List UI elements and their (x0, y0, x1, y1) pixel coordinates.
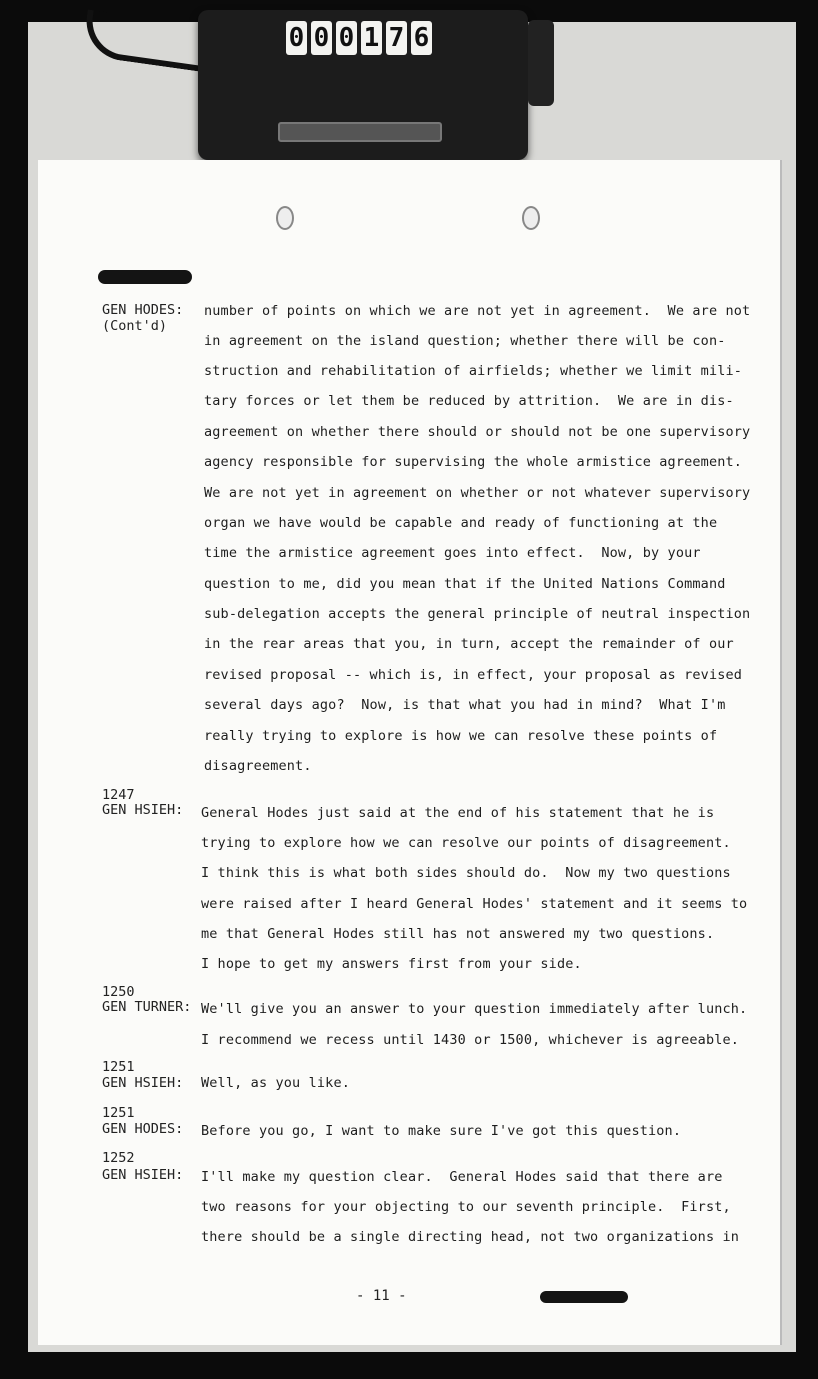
document-page (38, 160, 780, 1345)
transcript-line: We'll give you an answer to your question immediately after lunch. (201, 1001, 748, 1017)
punch-hole-right (522, 206, 540, 230)
transcript-line: General Hodes just said at the end of his statement that he is (201, 805, 715, 821)
transcript-line: there should be a single directing head, not two organizations in (201, 1229, 740, 1245)
counter-digit: 0 (311, 21, 332, 55)
transcript-line: Before you go, I want to make sure I've got this question. (201, 1123, 682, 1139)
transcript-line: I think this is what both sides should do. Now my two questions (201, 865, 731, 881)
transcript-line: were raised after I heard General Hodes' statement and it seems to (201, 896, 748, 912)
timestamp: 1252 (102, 1150, 135, 1166)
transcript-line: number of points on which we are not yet in agreement. We are not (204, 303, 751, 319)
timestamp: 1251 (102, 1059, 135, 1075)
counter-slot (278, 122, 442, 142)
speaker-continued-label: (Cont'd) (102, 318, 168, 334)
page-number: - 11 - (356, 1288, 407, 1304)
speaker-label: GEN HODES: (102, 302, 184, 318)
counter-digit: 0 (336, 21, 357, 55)
transcript-line: agency responsible for supervising the whole armistice agreement. (204, 454, 743, 470)
transcript-line: several days ago? Now, is that what you had in mind? What I'm (204, 697, 726, 713)
counter-digit: 7 (386, 21, 407, 55)
speaker-label: GEN HSIEH: (102, 1167, 184, 1183)
transcript-line: tary forces or let them be reduced by attrition. We are in dis- (204, 393, 734, 409)
transcript-line: revised proposal -- which is, in effect, your proposal as revised (204, 667, 743, 683)
timestamp: 1250 (102, 984, 135, 1000)
speaker-label: GEN HODES: (102, 1121, 184, 1137)
transcript-line: question to me, did you mean that if the United Nations Command (204, 576, 726, 592)
transcript-line: I'll make my question clear. General Hodes said that there are (201, 1169, 723, 1185)
transcript-line: two reasons for your objecting to our seventh principle. First, (201, 1199, 731, 1215)
redaction-mark-bottom (540, 1291, 628, 1303)
transcript-line: me that General Hodes still has not answered my two questions. (201, 926, 715, 942)
frame-counter (198, 10, 528, 160)
transcript-line: I recommend we recess until 1430 or 1500, whichever is agreeable. (201, 1032, 740, 1048)
transcript-line: I hope to get my answers first from your side. (201, 956, 582, 972)
transcript-line: Well, as you like. (201, 1075, 350, 1091)
transcript-line: agreement on whether there should or should not be one supervisory (204, 424, 751, 440)
counter-digit: 6 (411, 21, 432, 55)
transcript-line: struction and rehabilitation of airfields; whether we limit mili- (204, 363, 743, 379)
transcript-line: organ we have would be capable and ready of functioning at the (204, 515, 718, 531)
transcript-line: in the rear areas that you, in turn, accept the remainder of our (204, 636, 734, 652)
counter-digit: 1 (361, 21, 382, 55)
transcript-line: in agreement on the island question; whether there will be con- (204, 333, 726, 349)
punch-hole-left (276, 206, 294, 230)
transcript-line: time the armistice agreement goes into effect. Now, by your (204, 545, 701, 561)
counter-digit: 0 (286, 21, 307, 55)
speaker-label: GEN HSIEH: (102, 802, 184, 818)
transcript-line: We are not yet in agreement on whether or not whatever supervisory (204, 485, 751, 501)
transcript-line: really trying to explore is how we can resolve these points of (204, 728, 718, 744)
transcript-line: sub-delegation accepts the general principle of neutral inspection (204, 606, 751, 622)
timestamp: 1251 (102, 1105, 135, 1121)
transcript-line: disagreement. (204, 758, 312, 774)
counter-knob (528, 20, 554, 106)
redaction-mark-top (98, 270, 192, 284)
timestamp: 1247 (102, 787, 135, 803)
speaker-label: GEN TURNER: (102, 999, 192, 1015)
speaker-label: GEN HSIEH: (102, 1075, 184, 1091)
frame-counter-digits (264, 16, 454, 60)
transcript-line: trying to explore how we can resolve our points of disagreement. (201, 835, 731, 851)
